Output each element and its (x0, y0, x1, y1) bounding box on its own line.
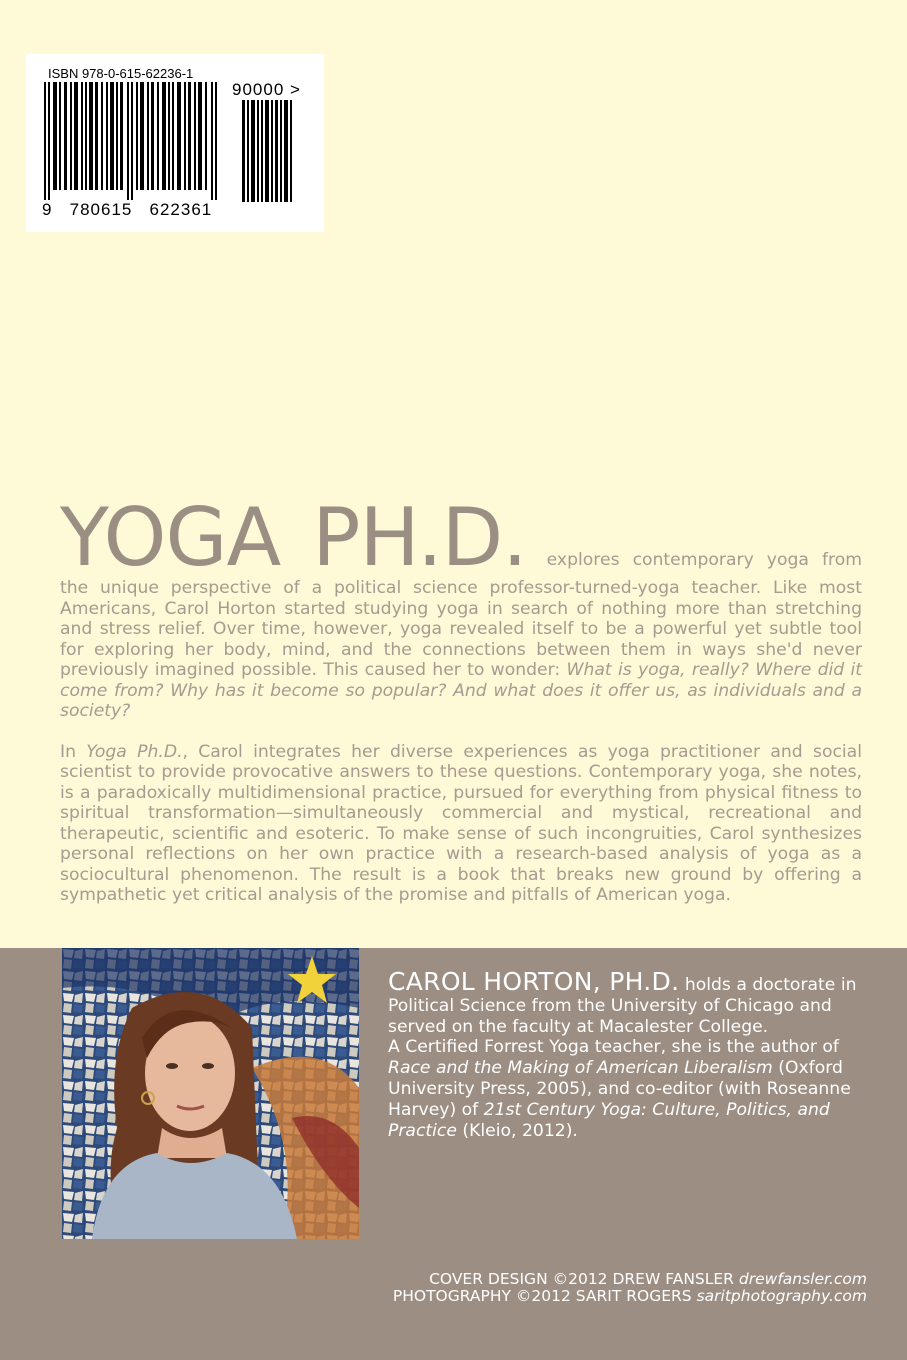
photo-credit-label: PHOTOGRAPHY ©2012 SARIT ROGERS (392, 1287, 692, 1305)
book-description (60, 491, 862, 926)
isbn-barcode (26, 54, 324, 232)
isbn-label: ISBN 978-0-615-62236-1 (48, 66, 194, 81)
photo-credit-site: saritphotography.com (696, 1287, 867, 1305)
author-bio (388, 967, 872, 1141)
design-credit-label: COVER DESIGN ©2012 DREW FANSLER (429, 1270, 734, 1288)
cover-credits (393, 1271, 867, 1305)
description-lead: explores contemporary yoga from the unique perspective of a political science professor-turned-yoga teacher. Like most Americans, Carol Horton started studying yoga in search of nothing more than stretching and stress relief. Over time, however, yoga revealed itself to be a powerful yet subtle tool for exploring her body, mind, and the connections between them in ways she'd never previously imagined possible. This caused her to wonder: (60, 550, 862, 680)
bio-part-1: holds a doctorate in Political Science from the University of Chicago and served on the faculty at Macalester College. (388, 975, 857, 1037)
bio-part-4: (Kleio, 2012). (462, 1120, 578, 1141)
ean-barcode-bars (44, 82, 222, 200)
author-name: CAROL HORTON, PH.D. (388, 967, 680, 996)
author-photo (62, 948, 359, 1239)
description-paragraph-2 (60, 742, 862, 906)
price-code: 90000 > (232, 80, 301, 99)
ean-digits: 9 780615 622361 (42, 200, 213, 219)
bio-book-1: Race and the Making of American Liberalism (388, 1058, 773, 1079)
para2-book-title: Yoga Ph.D. (86, 741, 183, 762)
description-paragraph-1 (60, 491, 862, 722)
price-barcode-bars (242, 100, 294, 202)
bio-book-2: 21st Century Yoga: Culture, Politics, and Practice (388, 1099, 830, 1141)
bio-part-3: (Oxford University Press, 2005), and co-editor (with Roseanne Harvey) of (388, 1058, 851, 1120)
description-questions: What is yoga, really? Where did it come from? Why has it become so popular? And what does it offer us, as individuals and a society? (60, 660, 862, 721)
book-title: YOGA PH.D. (60, 491, 527, 584)
bio-part-2: A Certified Forrest Yoga teacher, she is the author of (388, 1037, 839, 1058)
design-credit-site: drewfansler.com (738, 1270, 867, 1288)
para2-in: In (60, 741, 76, 762)
para2-body: , Carol integrates her diverse experiences as yoga practitioner and social scientist to provide provocative answers to these questions. Contemporary yoga, she notes, is a paradoxically multidimensional practice, pursued for everything from physical fitness to spiritual transformation—simultaneously commercial and mystical, recreational and therapeutic, scientific and esoteric. To make sense of such incongruities, Carol synthesizes personal reflections on her own practice with a research-based analysis of yoga as a sociocultural phenomenon. The result is a book that breaks new ground by offering a sympathetic yet critical analysis of the promise and pitfalls of American yoga. (60, 741, 862, 905)
design-credit (393, 1271, 867, 1288)
photo-credit (393, 1288, 867, 1305)
